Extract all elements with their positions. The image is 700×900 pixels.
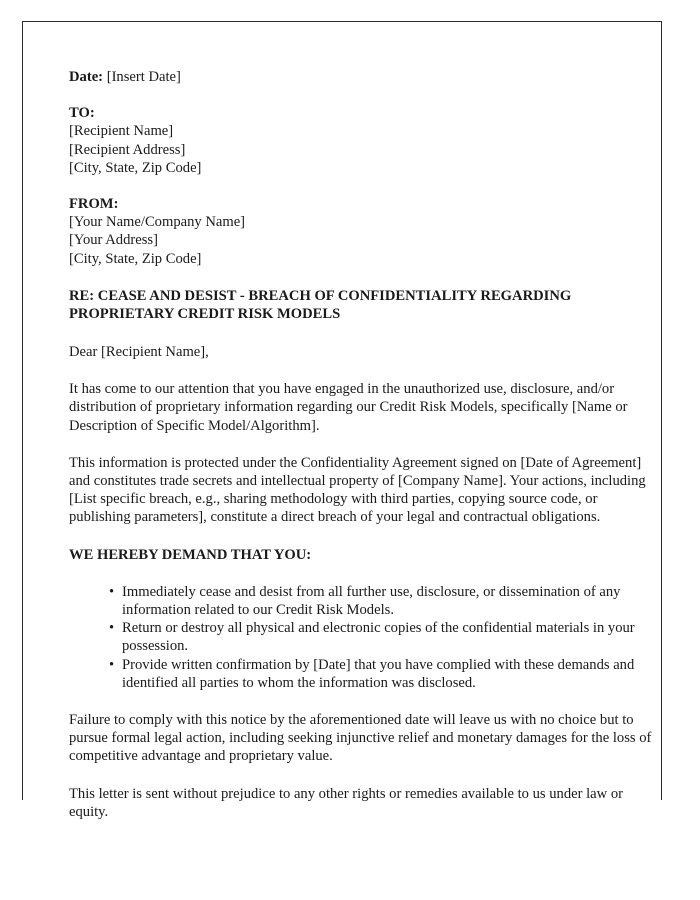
demands-list [69,583,655,692]
from-line-1: [Your Name/Company Name] [69,214,246,231]
letter-body [69,68,655,821]
bullet-icon: • [109,656,115,673]
list-item-text: Provide written confirmation by [Date] that you have complied with these demands and identified all parties to whom the information was disclosed. [122,656,635,691]
sender-block [69,195,655,268]
spacer [69,766,655,785]
salutation: Dear [Recipient Name], [69,344,209,361]
spacer [69,268,655,287]
subject-heading [69,287,655,324]
to-line-1: [Recipient Name] [69,123,174,140]
bullet-icon: • [109,583,115,600]
spacer [69,527,655,546]
list-item [109,583,655,619]
from-line-2: [Your Address] [69,232,158,249]
bullet-icon: • [109,620,115,637]
date-label: Date: [69,69,104,85]
spacer [69,564,655,583]
recipient-block [69,104,655,177]
spacer [69,435,655,454]
paragraph-failure-to-comply: Failure to comply with this notice by the aforementioned date will leave us with no choice but to pursue formal legal action, including seeking injunctive relief and monetary damages for the loss of competitive advantage and proprietary value. [69,712,652,765]
list-item-text: Immediately cease and desist from all further use, disclosure, or dissemination of any information related to our Credit Risk Models. [122,583,621,619]
paragraph-without-prejudice: This letter is sent without prejudice to any other rights or remedies available to us under law or equity. [69,785,624,820]
date-value: [Insert Date] [106,69,181,85]
spacer [69,86,655,104]
spacer [69,692,655,711]
paragraph-unauthorized-use: It has come to our attention that you have engaged in the unauthorized use, disclosure, and/or distribution of proprietary information regarding our Credit Risk Models, specifically [Name or Description of Specific Model/Algorithm]. [69,381,628,434]
paragraph-protected-information: This information is protected under the Confidentiality Agreement signed on [Date of Agreement] and constitutes trade secrets and intellectual property of [Company Name]. Your actions, including [List specific breach, e.g., sharing methodology with third parties, copying source code, or publishing parameters], constitute a direct breach of your legal and contractual obligations. [69,454,646,526]
spacer [69,361,655,380]
date-line [69,68,655,86]
to-label: TO: [69,105,95,122]
spacer [69,324,655,343]
list-item-text: Return or destroy all physical and electronic copies of the confidential materials in your possession. [122,620,635,655]
from-label: FROM: [69,196,119,213]
from-line-3: [City, State, Zip Code] [69,250,202,267]
list-item [109,656,655,692]
document-page [22,21,662,820]
to-line-3: [City, State, Zip Code] [69,159,202,176]
spacer [69,177,655,195]
subject-heading-line-1: RE: CEASE AND DESIST - BREACH OF CONFIDENTIALITY REGARDING [69,287,572,304]
list-item [109,619,655,655]
subject-heading-line-2: PROPRIETARY CREDIT RISK MODELS [69,306,341,323]
to-line-2: [Recipient Address] [69,141,186,158]
demand-heading: WE HEREBY DEMAND THAT YOU: [69,546,312,563]
